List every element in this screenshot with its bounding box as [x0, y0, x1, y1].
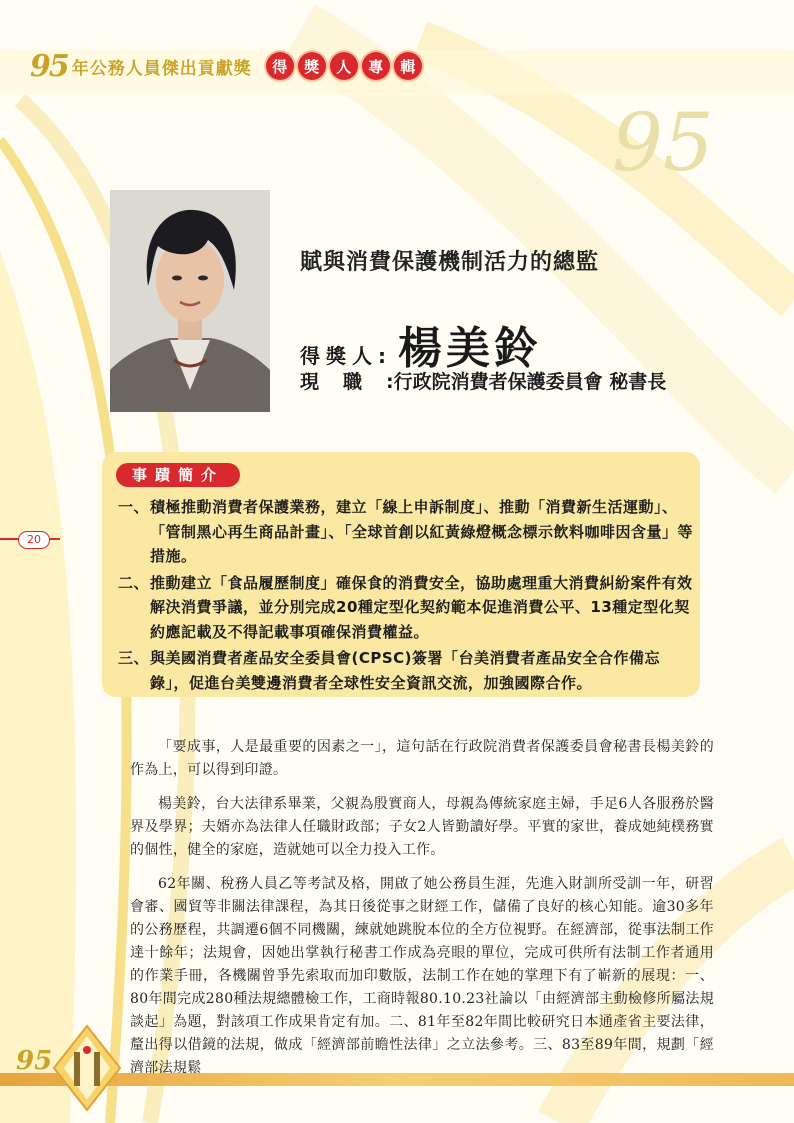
- achievements-heading: 事蹟簡介: [116, 463, 240, 487]
- list-item: [118, 646, 698, 695]
- subtitle: 賦與消費保護機制活力的總監: [300, 250, 600, 275]
- item-number: 三、: [118, 649, 150, 667]
- award-logo-icon: [50, 1022, 124, 1112]
- item-text: 與美國消費者產品安全委員會(CPSC)簽署「台美消費者產品安全合作備忘錄」，促進台美雙邊消費者全球性安全資訊交流，加強國際合作。: [150, 649, 661, 692]
- page-number-marker: [0, 531, 60, 547]
- list-item: [118, 571, 698, 645]
- body-paragraph: 「要成事，人是最重要的因素之一」，這句話在行政院消費者保護委員會秘書長楊美鈴的作為上，可以得到印證。: [130, 739, 714, 778]
- header-title: 年公務人員傑出貢獻獎: [71, 58, 252, 79]
- header-year: 95: [30, 48, 68, 84]
- header-tag: 輯: [394, 52, 422, 80]
- body-paragraph: 楊美鈴，台大法律系畢業，父親為殷實商人，母親為傳統家庭主婦，手足6人各服務於醫界及學界；夫婿亦為法律人任職財政部；子女2人皆勤讀好學。平實的家世，養成她純樸務實的個性，健全的家庭，造就她可以全力投入工作。: [130, 796, 714, 858]
- position-value: 行政院消費者保護委員會 秘書長: [393, 371, 667, 393]
- page-header: [30, 46, 422, 86]
- header-tag: 獎: [298, 52, 326, 80]
- position-label: 現職: [300, 371, 387, 393]
- header-tag: 得: [266, 52, 294, 80]
- awardee-label: 得獎人:: [300, 344, 392, 368]
- portrait-photo: [110, 190, 270, 412]
- body-paragraph: 62年關、稅務人員乙等考試及格，開啟了她公務員生涯，先進入財訓所受訓一年，研習會審、國貿等非關法律課程，為其日後從事之財經工作，儲備了良好的核心知能。逾30多年的公務歷程，共調遷6個不同機關，練就她跳脫本位的全方位視野。在經濟部，從事法制工作達十餘年；法規會，因她出掌執行秘書工作成為亮眼的單位，完成可供所有法制工作者通用的作業手冊，各機關曾爭先索取而加印數版，法制工作在她的掌理下有了嶄新的展現：一、80年間完成280種法規總體檢工作，工商時報80.10.23社論以「由經濟部主動檢修所屬法規談起」為題，對該項工作成果肯定有加。二、81年至82年間比較研究日本通產省主要法律，釐出得以借鏡的法規，做成「經濟部前瞻性法律」之立法參考。三、83至89年間，規劃「經濟部法規鬆: [130, 876, 714, 1076]
- position-line: [300, 367, 666, 394]
- footer-year: 95: [16, 1046, 53, 1076]
- page-number: 20: [18, 531, 50, 549]
- item-number: 一、: [118, 498, 150, 516]
- item-text: 積極推動消費者保護業務，建立「線上申訴制度」、推動「消費新生活運動」、「管制黑心再生商品計畫」、「全球首創以紅黃綠燈概念標示飲料咖啡因含量」等措施。: [150, 498, 694, 565]
- list-item: [118, 495, 698, 569]
- position-separator: :: [386, 371, 394, 393]
- item-text: 推動建立「食品履歷制度」確保食的消費安全，協助處理重大消費糾紛案件有效解決消費爭議，並分別完成20種定型化契約範本促進消費公平、13種定型化契約應記載及不得記載事項確保消費權益。: [150, 573, 693, 641]
- header-tag: 專: [362, 52, 390, 80]
- header-tags: [266, 52, 422, 80]
- item-number: 二、: [118, 573, 150, 592]
- awardee-name: 楊美鈴: [398, 323, 542, 374]
- achievements-list: [118, 495, 698, 697]
- decorative-year: 95: [612, 96, 714, 189]
- header-tag: 人: [330, 52, 358, 80]
- article-body: [130, 736, 714, 1091]
